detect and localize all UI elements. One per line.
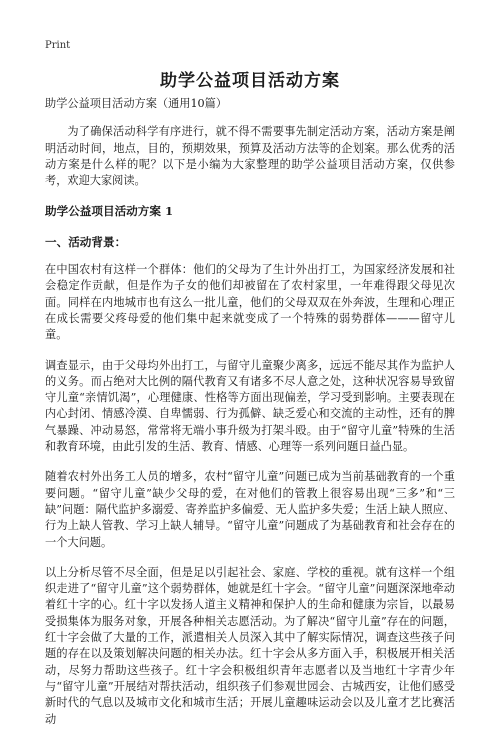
intro-paragraph: 为了确保活动科学有序进行，就不得不需要事先制定活动方案，活动方案是阐明活动时间，地点，目的，预期效果，预算及活动方法等的企划案。那么优秀的活动方案是什么样的呢？以下是小编为大家整理的助学公益项目活动方案，仅供参考，欢迎大家阅读。 [45,125,455,188]
section-heading: 助学公益项目活动方案 1 [45,204,174,219]
subsection-heading: 一、活动背景： [45,234,127,249]
body-paragraph-3: 随着农村外出务工人员的增多，农村“留守儿童”问题已成为当前基础教育的一个重要问题。“留守儿童”缺少父母的爱，在对他们的管教上很容易出现“三多”和“三缺”问题：隔代监护多溺爱、寄养监护多偏爱、无人监护多失爱；生活上缺人照应、行为上缺人管教、学习上缺人辅导。“留守儿童”问题成了为基础教育和社会存在的一个大问题。 [45,470,455,549]
document-subtitle: 助学公益项目活动方案（通用10篇） [45,97,228,110]
document-body [45,96,455,742]
page-title: 助学公益项目活动方案 [160,71,340,91]
body-paragraph-2: 调查显示，由于父母均外出打工，与留守儿童聚少离多，远远不能尽其作为监护人的义务。而占绝对大比例的隔代教育又有诸多不尽人意之处，这种状况容易导致留守儿童“亲情饥渴”，心理健康、性格等方面出现偏差，学习受到影响。主要表现在内心封闭、情感冷漠、自卑懦弱、行为孤僻、缺乏爱心和交流的主动性，还有的脾气暴躁、冲动易怒，常常将无端小事升级为打架斗殴。由于“留守儿童”特殊的生活和教育环境，由此引发的生活、教育、情感、心理等一系列问题日益凸显。 [45,358,455,454]
print-link[interactable]: Print [45,40,71,51]
body-paragraph-1: 在中国农村有这样一个群体：他们的父母为了生计外出打工，为国家经济发展和社会稳定作贡献，但是作为子女的他们却被留在了农村家里，一年难得跟父母见次面。同样在内地城市也有这么一批儿童，他们的父母双双在外奔波，生理和心理正在成长需要父疼母爱的他们集中起来就变成了一个特殊的弱势群体———留守儿童。 [45,263,455,342]
body-paragraph-4: 以上分析尽管不尽全面，但是足以引起社会、家庭、学校的重视。就有这样一个组织走进了“留守儿童”这个弱势群体，她就是红十字会。“留守儿童”问题深深地牵动着红十字的心。红十字以发扬人道主义精神和保护人的生命和健康为宗旨，以最易受损集体为服务对象，开展各种相关志愿活动。为了解决“留守儿童”存在的问题，红十字会做了大量的工作，派遣相关人员深入其中了解实际情况，调查这些孩子问题的存在以及策划解决问题的相关办法。红十字会从多方面入手，积极展开相关活动，尽努力帮助这些孩子。红十字会积极组织青年志愿者以及当地红十字青少年与“留守儿童”开展结对帮扶活动，组织孩子们参观世园会、古城西安，让他们感受新时代的气息以及城市文化和城市生活；开展儿童趣味运动会以及儿童才艺比赛活动 [45,565,455,726]
